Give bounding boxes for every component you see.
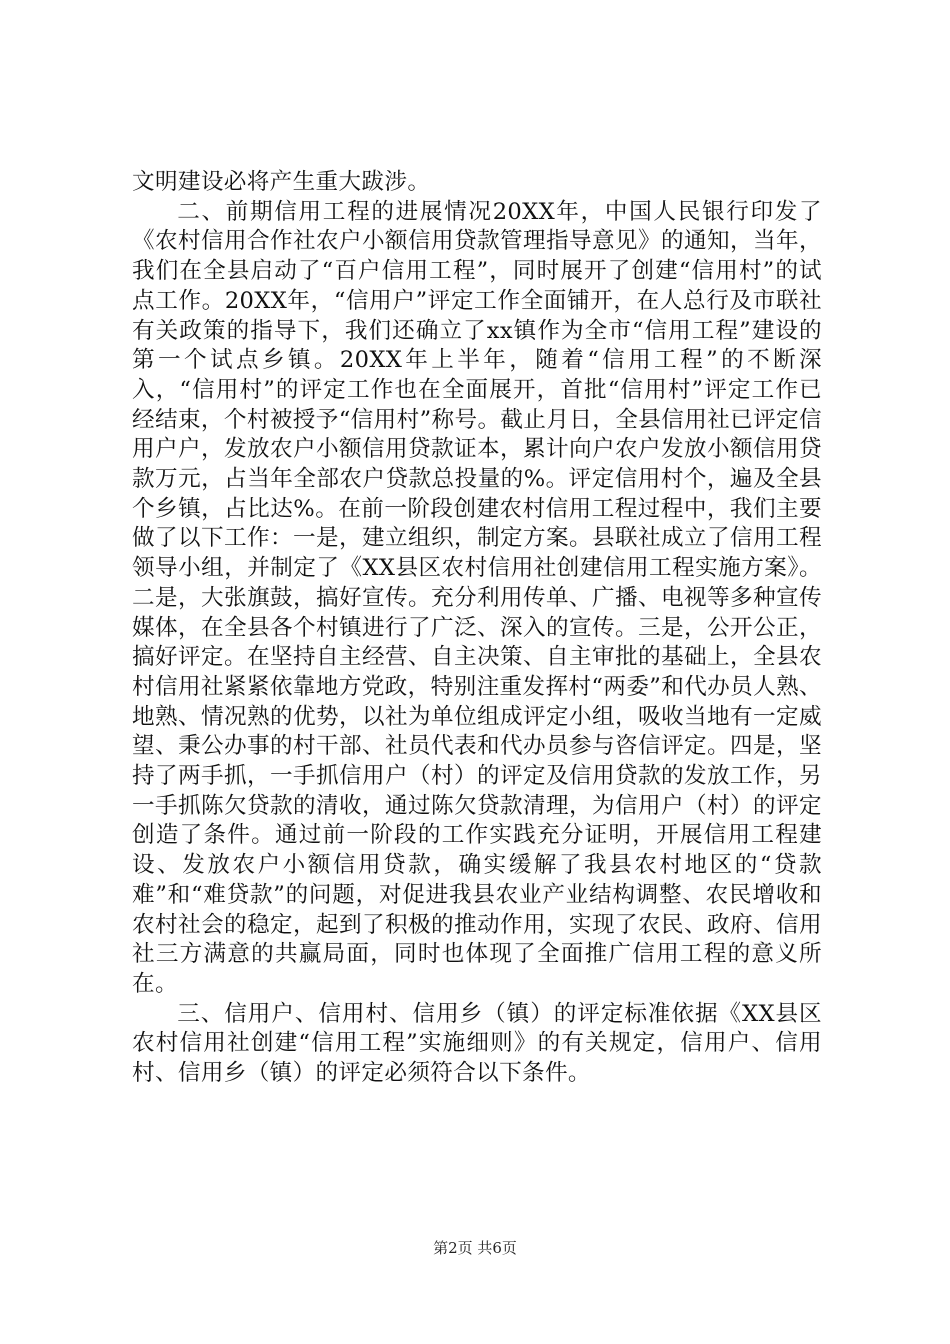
paragraph-section-two: 二、前期信用工程的进展情况20XX年，中国人民银行印发了《农村信用合作社农户小额信用贷款管理指导意见》的通知，当年，我们在全县启动了“百户信用工程”，同时展开了创建“信用村”的试点工作。20XX年，“信用户”评定工作全面铺开，在人总行及市联社有关政策的指导下，我们还确立了xx镇作为全市“信用工程”建设的第一个试点乡镇。20XX年上半年，随着“信用工程”的不断深入，“信用村”的评定工作也在全面展开，首批“信用村”评定工作已经结束，个村被授予“信用村”称号。截止月日，全县信用社已评定信用户户，发放农户小额信用贷款证本，累计向户农户发放小额信用贷款万元，占当年全部农户贷款总投量的%。评定信用村个，遍及全县个乡镇，占比达%。在前一阶段创建农村信用工程过程中，我们主要做了以下工作：一是，建立组织，制定方案。县联社成立了信用工程领导小组，并制定了《XX县区农村信用社创建信用工程实施方案》。二是，大张旗鼓，搞好宣传。充分利用传单、广播、电视等多种宣传媒体，在全县各个村镇进行了广泛、深入的宣传。三是，公开公正，搞好评定。在坚持自主经营、自主决策、自主审批的基础上，全县农村信用社紧紧依靠地方党政，特别注重发挥村“两委”和代办员人熟、地熟、情况熟的优势，以社为单位组成评定小组，吸收当地有一定威望、秉公办事的村干部、社员代表和代办员参与咨信评定。四是，坚持了两手抓，一手抓信用户（村）的评定及信用贷款的发放工作，另一手抓陈欠贷款的清收，通过陈欠贷款清理，为信用户（村）的评定创造了条件。通过前一阶段的工作实践充分证明，开展信用工程建设、发放农户小额信用贷款，确实缓解了我县农村地区的“贷款难”和“难贷款”的问题，对促进我县农业产业结构调整、农民增收和农村社会的稳定，起到了积极的推动作用，实现了农民、政府、信用社三方满意的共赢局面，同时也体现了全面推广信用工程的意义所在。 <box>132 198 822 997</box>
page-number-label: 第2页 共6页 <box>433 1239 517 1257</box>
paragraph-section-three: 三、信用户、信用村、信用乡（镇）的评定标准依据《XX县区农村信用社创建“信用工程”实施细则》的有关规定，信用户、信用村、信用乡（镇）的评定必须符合以下条件。 <box>132 1000 822 1087</box>
page-footer <box>0 1239 950 1257</box>
paragraph-continuation: 文明建设必将产生重大跋涉。 <box>132 169 431 195</box>
document-body <box>132 168 822 1089</box>
